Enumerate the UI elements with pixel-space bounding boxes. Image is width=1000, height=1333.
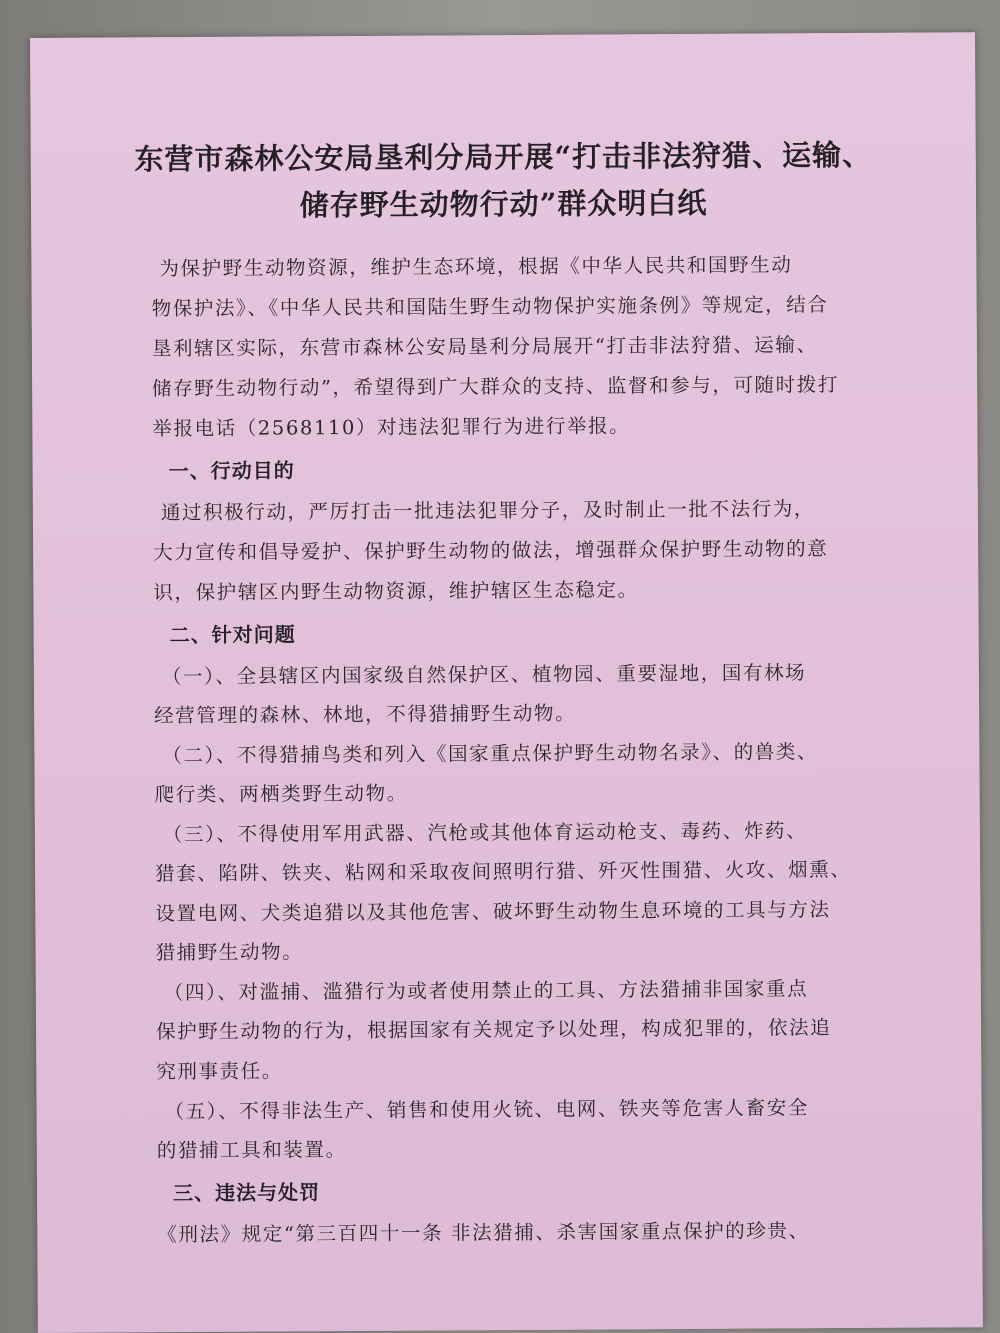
intro-line: 储存野生动物行动”，希望得到广大群众的支持、监督和参与，可随时拨打 — [152, 373, 839, 401]
section-item-line: （五）、不得非法生产、销售和使用火铳、电网、铁夹等危害人畜安全 — [164, 1096, 809, 1124]
section-item-line: 的猎捕工具和装置。 — [156, 1138, 347, 1163]
section-heading: 三、违法与处罚 — [172, 1180, 321, 1206]
section-item-line: （二）、不得猎捕鸟类和列入《国家重点保护野生动物名录》、的兽类、 — [162, 740, 819, 768]
section-item-line: 究刑事责任。 — [156, 1059, 283, 1084]
intro-line: 垦利辖区实际，东营市森林公安局垦利分局展开“打击非法狩猎、运输、 — [151, 333, 818, 361]
section-item-line: （一）、全县辖区内国家级自然保护区、植物园、重要湿地，国有林场 — [161, 661, 807, 689]
section-item-line: 设置电网、犬类追猎以及其他危害、破坏野生动物生息环境的工具与方法 — [155, 898, 831, 926]
intro-line: 物保护法》、《中华人民共和国陆生野生动物保护实施条例》等规定，结合 — [151, 293, 829, 321]
intro-line: 为保护野生动物资源，维护生态环境，根据《中华人民共和国野生动 — [159, 253, 793, 281]
document-title-line-2: 储存野生动物行动”群众明白纸 — [299, 185, 708, 223]
section-heading: 二、针对问题 — [169, 622, 296, 648]
section-item-line: 保护野生动物的行为，根据国家有关规定予以处理，构成犯罪的，依法追 — [156, 1016, 832, 1044]
document-title-line-1: 东营市森林公安局垦利分局开展“打击非法狩猎、运输、 — [134, 137, 873, 177]
section-item-line: 猎套、陷阱、铁夹、粘网和采取夜间照明行猎、歼灭性围猎、火攻、烟熏、 — [155, 857, 852, 886]
section-item-line: 爬行类、两栖类野生动物。 — [154, 781, 408, 807]
section-heading: 一、行动目的 — [168, 458, 295, 484]
section-item-line: 猎捕野生动物。 — [155, 940, 304, 965]
section-text-line: 《刑法》规定“第三百四十一条 非法猎捕、杀害国家重点保护的珍贵、 — [157, 1219, 810, 1247]
section-text-line: 识，保护辖区内野生动物资源，维护辖区生态稳定。 — [153, 578, 639, 605]
section-item-line: （三）、不得使用军用武器、汽枪或其他体育运动枪支、毒药、炸药、 — [162, 819, 808, 847]
section-text-line: 大力宣传和倡导爱护、保护野生动物的做法，增强群众保护野生动物的意 — [153, 537, 829, 565]
intro-line: 举报电话（2568110）对违法犯罪行为进行举报。 — [152, 414, 631, 441]
section-item-line: 经营管理的森林、林地，不得猎捕野生动物。 — [154, 701, 577, 728]
section-text-line: 通过积极行动，严厉打击一批违法犯罪分子，及时制止一批不法行为， — [160, 497, 816, 525]
section-item-line: （四）、对滥捕、滥猎行为或者使用禁止的工具、方法猎捕非国家重点 — [163, 977, 809, 1005]
paper-sheet — [30, 32, 983, 1333]
